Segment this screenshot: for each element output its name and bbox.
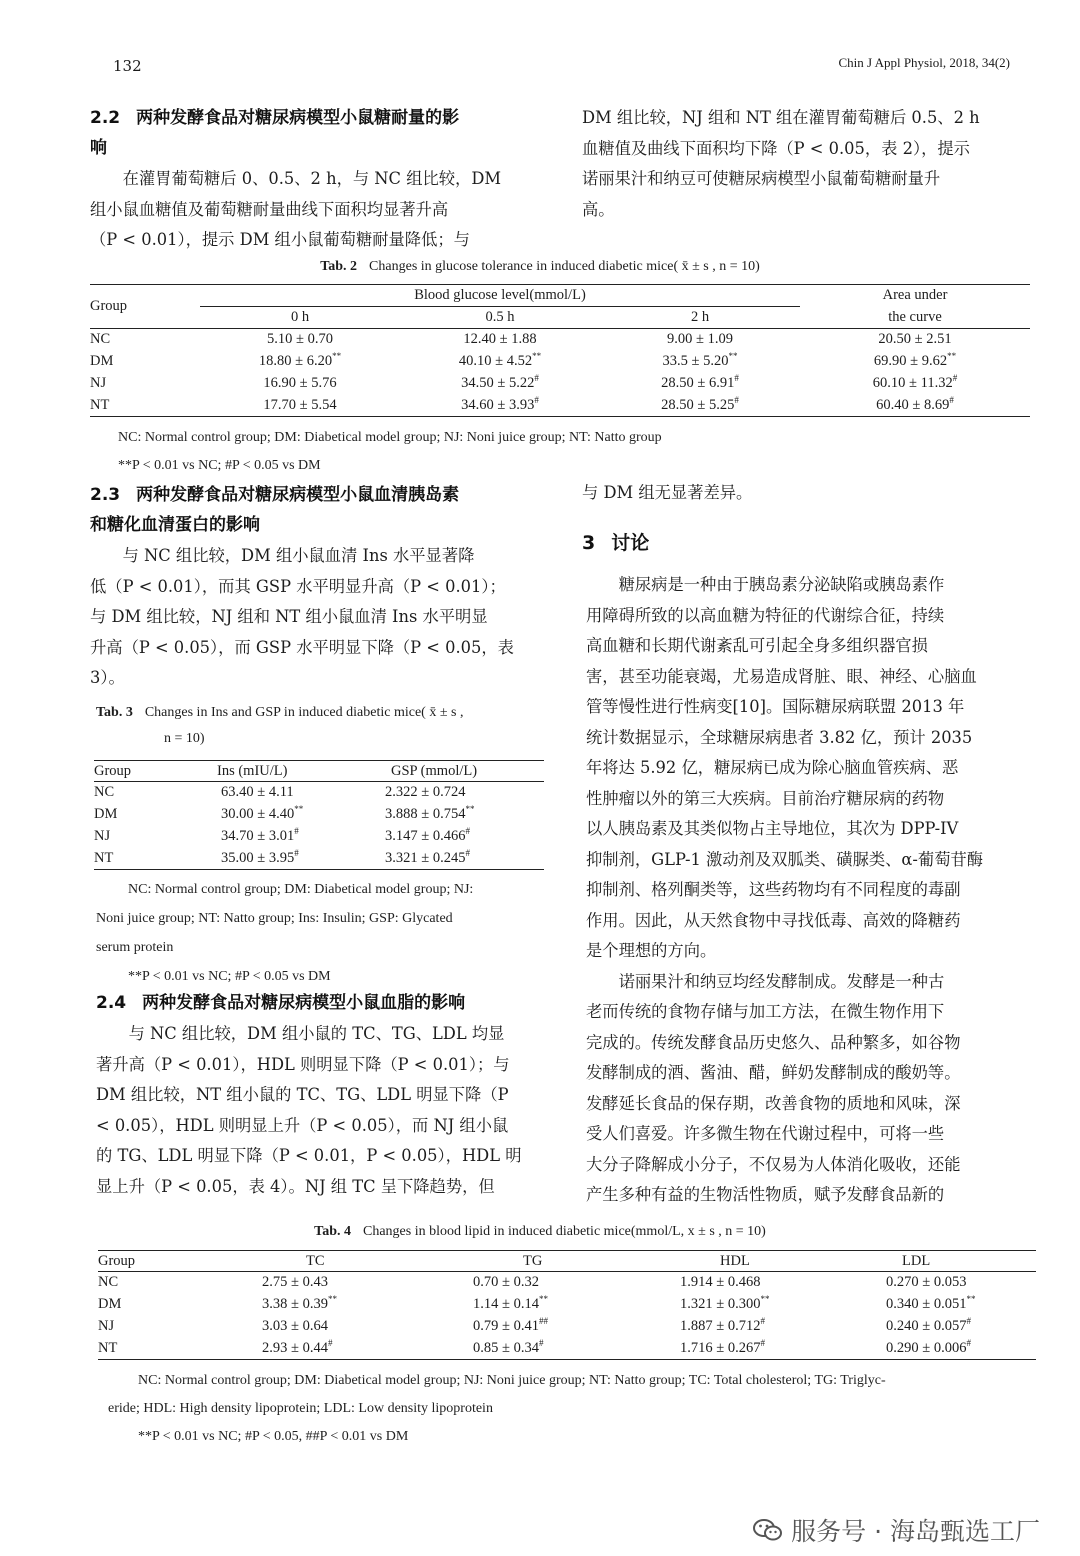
table-label: Tab. 3 <box>96 705 133 720</box>
text-line: 以人胰岛素及其类似物占主导地位，其次为 DPP-IV <box>586 819 959 838</box>
value-cell: 3.321 ± 0.245# <box>385 847 470 866</box>
value-cell: 0.290 ± 0.006# <box>886 1337 971 1356</box>
text-line: 是个理想的方向。 <box>586 941 717 960</box>
text-line: 与 NC 组比较，DM 组小鼠血清 Ins 水平显著降 <box>122 546 475 565</box>
value-cell: 0.340 ± 0.051** <box>886 1294 976 1312</box>
text-line: 升高（P < 0.05），而 GSP 水平明显下降（P < 0.05，表 <box>90 637 514 657</box>
group-cell: NC <box>94 784 115 801</box>
value-cell: 16.90 ± 5.76 <box>263 375 337 391</box>
section-2-4-heading <box>96 988 556 1018</box>
section-title-cont: 和糖化血清蛋白的影响 <box>90 515 260 535</box>
table-row <box>94 782 544 804</box>
text-line: 诺丽果汁和纳豆可使糖尿病模型小鼠葡萄糖耐量升 <box>582 169 941 188</box>
text-line: 血糖值及曲线下面积均下降（P < 0.05，表 2），提示 <box>582 138 970 158</box>
section-number: 2.4 <box>96 993 127 1013</box>
group-cell: DM <box>98 1296 122 1312</box>
table-4-caption <box>0 1219 1080 1245</box>
text-line: 的 TG、LDL 明显下降（P < 0.01，P < 0.05），HDL 明 <box>96 1146 522 1165</box>
text-line: 完成的。传统发酵食品历史悠久、品种繁多，如谷物 <box>586 1032 961 1052</box>
value-cell: 28.50 ± 6.91# <box>661 373 739 391</box>
text-line: 作用。因此，从天然食物中寻找低毒、高效的降糖药 <box>586 910 961 930</box>
column-header: HDL <box>720 1252 750 1269</box>
value-cell: 17.70 ± 5.54 <box>263 396 337 413</box>
text-line: 组小鼠血糖值及葡萄糖耐量曲线下面积均显著升高 <box>90 199 449 219</box>
value-cell: 34.50 ± 5.22# <box>461 373 539 391</box>
table-2-notes <box>118 424 1038 480</box>
value-cell: 1.887 ± 0.712# <box>680 1316 765 1334</box>
caption-text: Changes in Ins and GSP in induced diabetic mice( x̄ ± s , <box>144 705 464 720</box>
value-cell: 2.93 ± 0.44# <box>262 1337 333 1356</box>
value-cell: 0.270 ± 0.053 <box>886 1274 967 1291</box>
table-note: NC: Normal control group; DM: Diabetical model group; NJ: Noni juice group; NT: Natto group <box>118 430 662 445</box>
section-2-3-heading <box>90 480 550 540</box>
column-header: Group <box>98 1252 136 1269</box>
text-line: 害，甚至功能衰竭，尤易造成肾脏、眼、神经、心脑血 <box>586 666 977 686</box>
text-line: 管等慢性进行性病变[10]。国际糖尿病联盟 2013 年 <box>586 697 965 716</box>
value-cell: 34.60 ± 3.93# <box>461 394 539 413</box>
text-line: 在灌胃葡萄糖后 0、0.5、2 h，与 NC 组比较，DM <box>122 169 502 188</box>
watermark-text: 服务号 · 海岛甄选工厂 <box>791 1517 1040 1546</box>
table-3 <box>94 760 544 870</box>
column-header: 0.5 h <box>485 309 515 325</box>
column-header: TG <box>523 1252 543 1269</box>
table-label: Tab. 4 <box>314 1224 351 1239</box>
table-2 <box>90 284 1030 417</box>
section-number: 2.2 <box>90 108 121 128</box>
text-line: （P < 0.01），提示 DM 组小鼠葡萄糖耐量降低；与 <box>90 230 470 249</box>
value-cell: 2.322 ± 0.724 <box>385 784 466 801</box>
group-cell: NT <box>90 396 110 413</box>
table-note: **P < 0.01 vs NC; #P < 0.05 vs DM <box>128 969 331 984</box>
value-cell: 35.00 ± 3.95# <box>221 847 299 866</box>
column-header: Area under <box>882 287 948 304</box>
section-title-cont: 响 <box>90 138 107 158</box>
table-row <box>98 1272 1036 1294</box>
value-cell: 1.914 ± 0.468 <box>680 1274 761 1291</box>
value-cell: 3.03 ± 0.64 <box>262 1318 328 1334</box>
text-line: 与 DM 组比较，NJ 组和 NT 组小鼠血清 Ins 水平明显 <box>90 607 488 626</box>
value-cell: 30.00 ± 4.40** <box>221 804 304 822</box>
text-line: 性肿瘤以外的第三大疾病。目前治疗糖尿病的药物 <box>586 788 945 808</box>
table-row <box>98 1316 1036 1338</box>
table-label: Tab. 2 <box>320 259 358 274</box>
value-cell: 3.38 ± 0.39** <box>262 1294 337 1312</box>
value-cell: 18.80 ± 6.20** <box>258 351 342 369</box>
value-cell: 69.90 ± 9.62** <box>873 351 957 369</box>
text-line: 与 NC 组比较，DM 组小鼠的 TC、TG、LDL 均显 <box>128 1024 505 1043</box>
section-number: 3 <box>582 532 596 554</box>
value-cell: 12.40 ± 1.88 <box>463 331 537 348</box>
text-line: 3）。 <box>90 668 125 687</box>
column-header: Group <box>94 762 132 779</box>
column-group-header: Blood glucose level(mmol/L) <box>200 285 800 307</box>
table-4 <box>98 1250 1036 1360</box>
value-cell: 0.79 ± 0.41## <box>473 1316 548 1334</box>
group-cell: NJ <box>90 375 107 391</box>
text-line: 发酵制成的酒、酱油、醋，鲜奶发酵制成的酸奶等。 <box>586 1063 961 1082</box>
table-row <box>90 351 1030 373</box>
discussion-text <box>586 570 1036 1211</box>
group-cell: NJ <box>98 1318 115 1334</box>
group-cell: DM <box>90 353 114 369</box>
value-cell: 1.14 ± 0.14** <box>473 1294 548 1312</box>
text-line: 受人们喜爱。许多微生物在代谢过程中，可将一些 <box>586 1124 945 1143</box>
column-header: 2 h <box>690 309 710 325</box>
table-3-caption <box>96 700 546 752</box>
table-note: serum protein <box>96 940 174 955</box>
table-row <box>90 373 1030 395</box>
column-header: 0 h <box>290 309 310 325</box>
table-row <box>94 848 544 870</box>
section-number: 2.3 <box>90 485 121 505</box>
column-header: TC <box>306 1252 325 1269</box>
value-cell: 0.85 ± 0.34# <box>473 1337 544 1356</box>
group-cell: NC <box>90 331 111 348</box>
value-cell: 60.10 ± 11.32# <box>872 373 958 391</box>
text-line: 著升高（P < 0.01），HDL 则明显下降（P < 0.01）；与 <box>96 1054 510 1074</box>
value-cell: 34.70 ± 3.01# <box>221 826 299 844</box>
text-line: 高血糖和长期代谢紊乱可引起全身多组织器官损 <box>586 636 928 655</box>
table-note: **P < 0.01 vs NC; #P < 0.05 vs DM <box>118 458 321 473</box>
text-line: 高。 <box>582 199 615 219</box>
value-cell: 0.70 ± 0.32 <box>473 1274 539 1291</box>
table-row <box>90 329 1030 351</box>
text-line: 产生多种有益的生物活性物质，赋予发酵食品新的 <box>586 1185 945 1204</box>
page-number: 132 <box>113 57 142 75</box>
text-line: DM 组比较，NT 组小鼠的 TC、TG、LDL 明显下降（P <box>96 1085 509 1104</box>
value-cell: 0.240 ± 0.057# <box>886 1316 971 1334</box>
value-cell: 33.5 ± 5.20** <box>662 351 738 369</box>
value-cell: 20.50 ± 2.51 <box>878 331 952 348</box>
table-2-caption <box>0 254 1080 280</box>
section-title: 两种发酵食品对糖尿病模型小鼠糖耐量的影 <box>136 108 460 128</box>
table-note: Noni juice group; NT: Natto group; Ins: Insulin; GSP: Glycated <box>96 911 453 926</box>
section-3-heading <box>582 528 1032 558</box>
value-cell: 3.888 ± 0.754** <box>385 804 475 822</box>
column-header: Group <box>90 298 128 314</box>
section-2-4-text <box>96 1019 544 1202</box>
text-line: 统计数据显示，全球糖尿病患者 3.82 亿，预计 2035 <box>586 727 973 747</box>
group-cell: NT <box>98 1339 118 1356</box>
text-line: 糖尿病是一种由于胰岛素分泌缺陷或胰岛素作 <box>618 575 945 594</box>
section-title: 两种发酵食品对糖尿病模型小鼠血脂的影响 <box>142 993 466 1013</box>
text-line: 大分子降解成小分子，不仅易为人体消化吸收，还能 <box>586 1154 961 1174</box>
wechat-icon <box>753 1518 783 1542</box>
value-cell: 1.716 ± 0.267# <box>680 1337 765 1356</box>
table-3-notes <box>96 875 546 991</box>
value-cell: 40.10 ± 4.52** <box>458 351 542 369</box>
value-cell: 2.75 ± 0.43 <box>262 1274 328 1291</box>
value-cell: 5.10 ± 0.70 <box>267 331 333 348</box>
journal-citation: Chin J Appl Physiol, 2018, 34(2) <box>838 55 1010 70</box>
text-line: 用障碍所致的以高血糖为特征的代谢综合征，持续 <box>586 605 945 625</box>
text-line: 抑制剂、格列酮类等，这些药物均有不同程度的毒副 <box>586 880 961 899</box>
watermark <box>753 1512 1040 1548</box>
table-note: **P < 0.01 vs NC; #P < 0.05, ##P < 0.01 vs DM <box>138 1429 409 1444</box>
caption-text: Changes in blood lipid in induced diabetic mice(mmol/L, x ± s , n = 10) <box>362 1224 766 1239</box>
text-line: 老而传统的食物存储与加工方法，在微生物作用下 <box>586 1002 945 1021</box>
group-cell: NT <box>94 849 114 866</box>
group-cell: NC <box>98 1274 119 1291</box>
caption-text: n = 10) <box>164 731 205 746</box>
table-row <box>90 395 1030 417</box>
table-row <box>98 1294 1036 1316</box>
table-note: NC: Normal control group; DM: Diabetical model group; NJ: Noni juice group; NT: Natto group; TC: Total cholesterol; TG: Triglyc- <box>138 1373 886 1388</box>
text-line: 发酵延长食品的保存期，改善食物的质地和风味，深 <box>586 1093 961 1113</box>
column-header: Ins (mIU/L) <box>217 762 288 779</box>
column-header: GSP (mmol/L) <box>391 762 478 779</box>
section-title: 讨论 <box>611 532 650 554</box>
value-cell: 9.00 ± 1.09 <box>667 331 733 348</box>
column-header: the curve <box>888 308 942 325</box>
table-row <box>94 804 544 826</box>
table-note: NC: Normal control group; DM: Diabetical model group; NJ: <box>128 882 474 897</box>
value-cell: 28.50 ± 5.25# <box>661 394 739 413</box>
value-cell: 60.40 ± 8.69# <box>876 394 954 413</box>
text-line: 低（P < 0.01），而其 GSP 水平明显升高（P < 0.01）； <box>90 576 506 596</box>
section-title: 两种发酵食品对糖尿病模型小鼠血清胰岛素 <box>136 485 460 505</box>
section-2-2-left-text <box>90 164 542 256</box>
group-cell: NJ <box>94 828 111 844</box>
section-2-2-right-text <box>582 103 1032 225</box>
text-line: 诺丽果汁和纳豆均经发酵制成。发酵是一种古 <box>618 971 945 991</box>
section-2-3-continuation: 与 DM 组无显著差异。 <box>582 483 753 502</box>
text-line: DM 组比较，NJ 组和 NT 组在灌胃葡萄糖后 0.5、2 h <box>582 108 980 127</box>
text-line: < 0.05），HDL 则明显上升（P < 0.05），而 NJ 组小鼠 <box>96 1115 509 1135</box>
value-cell: 1.321 ± 0.300** <box>680 1294 770 1312</box>
table-row <box>98 1338 1036 1360</box>
table-4-notes <box>108 1367 1038 1451</box>
value-cell: 63.40 ± 4.11 <box>221 784 294 801</box>
text-line: 年将达 5.92 亿，糖尿病已成为除心脑血管疾病、恶 <box>586 758 959 777</box>
table-note: eride; HDL: High density lipoprotein; LDL: Low density lipoprotein <box>108 1401 493 1416</box>
group-cell: DM <box>94 806 118 822</box>
section-2-2-heading <box>90 103 550 163</box>
column-header: LDL <box>902 1252 931 1269</box>
section-2-3-text <box>90 541 542 694</box>
table-row <box>94 826 544 848</box>
value-cell: 3.147 ± 0.466# <box>385 826 470 844</box>
caption-text: Changes in glucose tolerance in induced diabetic mice( x̄ ± s , n = 10) <box>369 259 760 274</box>
text-line: 抑制剂，GLP-1 激动剂及双胍类、磺脲类、α-葡萄苷酶 <box>586 849 984 869</box>
text-line: 显上升（P < 0.05，表 4）。NJ 组 TC 呈下降趋势，但 <box>96 1176 495 1196</box>
